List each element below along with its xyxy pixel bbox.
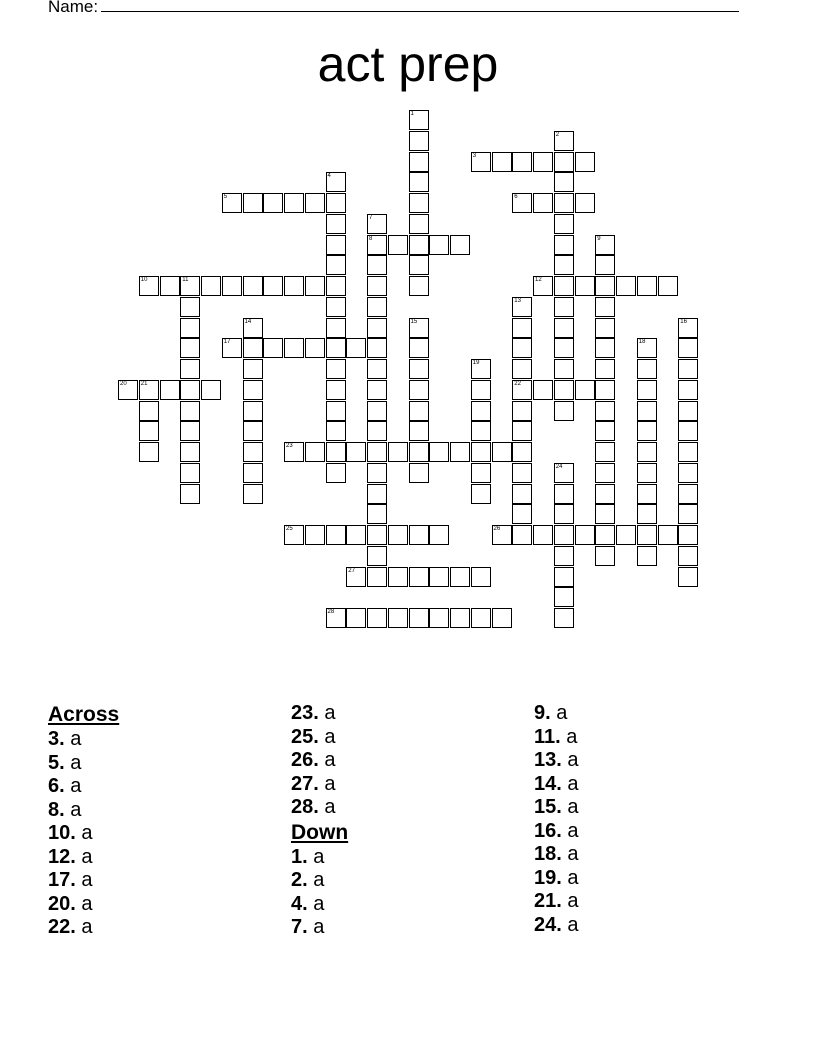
grid-cell[interactable] <box>678 380 698 400</box>
grid-cell[interactable] <box>409 567 429 587</box>
grid-cell[interactable] <box>326 338 346 358</box>
clue-down-18: 18. a <box>534 843 579 865</box>
grid-cell[interactable] <box>492 152 512 172</box>
cell-number: 28 <box>327 609 335 615</box>
grid-cell[interactable] <box>554 152 574 172</box>
grid-cell[interactable] <box>637 504 657 524</box>
grid-cell[interactable] <box>678 463 698 483</box>
grid-cell[interactable] <box>243 276 263 296</box>
grid-cell[interactable] <box>326 380 346 400</box>
grid-cell[interactable] <box>346 567 366 587</box>
grid-cell[interactable] <box>409 442 429 462</box>
grid-cell[interactable] <box>139 380 159 400</box>
across-header: Across <box>48 703 120 726</box>
cell-number: 24 <box>555 463 563 470</box>
grid-cell[interactable] <box>595 380 615 400</box>
grid-cell[interactable] <box>512 442 532 462</box>
grid-cell[interactable] <box>616 525 636 545</box>
grid-cell[interactable] <box>180 338 200 358</box>
grid-cell[interactable] <box>554 297 574 317</box>
grid-cell[interactable] <box>554 193 574 213</box>
grid-cell[interactable] <box>409 131 429 151</box>
grid-cell[interactable] <box>554 504 574 524</box>
cell-number: 1 <box>410 111 414 117</box>
grid-cell[interactable] <box>160 276 180 296</box>
grid-cell[interactable] <box>284 193 304 213</box>
grid-cell[interactable] <box>678 484 698 504</box>
cell-number: 2 <box>555 131 560 138</box>
grid-cell[interactable] <box>409 276 429 296</box>
grid-cell[interactable] <box>201 276 221 296</box>
cell-number: 23 <box>286 443 293 449</box>
grid-cell[interactable] <box>367 463 387 483</box>
grid-cell[interactable] <box>492 608 512 628</box>
grid-cell[interactable] <box>243 338 263 358</box>
grid-cell[interactable] <box>326 214 346 234</box>
grid-cell[interactable] <box>450 567 470 587</box>
grid-cell[interactable] <box>554 318 574 338</box>
grid-cell[interactable] <box>284 276 304 296</box>
grid-cell[interactable] <box>512 338 532 358</box>
grid-cell[interactable] <box>678 318 698 338</box>
grid-cell[interactable] <box>367 214 387 234</box>
grid-cell[interactable] <box>575 193 595 213</box>
cell-number: 14 <box>244 318 252 325</box>
grid-cell[interactable] <box>263 276 283 296</box>
grid-cell[interactable] <box>512 421 532 441</box>
grid-cell[interactable] <box>595 463 615 483</box>
grid-cell[interactable] <box>512 463 532 483</box>
cell-number: 26 <box>493 526 501 532</box>
clue-down-15: 15. a <box>534 796 579 818</box>
grid-cell[interactable] <box>243 463 263 483</box>
grid-cell[interactable] <box>326 421 346 441</box>
grid-cell[interactable] <box>595 401 615 421</box>
grid-cell[interactable] <box>616 276 636 296</box>
cell-number: 3 <box>472 152 477 159</box>
grid-cell[interactable] <box>595 484 615 504</box>
grid-cell[interactable] <box>512 380 532 400</box>
grid-cell[interactable] <box>346 442 366 462</box>
grid-cell[interactable] <box>533 380 553 400</box>
clue-down-7: 7. a <box>291 916 325 938</box>
grid-cell[interactable] <box>450 442 470 462</box>
grid-cell[interactable] <box>346 525 366 545</box>
grid-cell[interactable] <box>533 152 553 172</box>
grid-cell[interactable] <box>243 421 263 441</box>
grid-cell[interactable] <box>554 214 574 234</box>
grid-cell[interactable] <box>263 193 283 213</box>
clue-across-8: 8. a <box>48 798 82 821</box>
grid-cell[interactable] <box>367 297 387 317</box>
grid-cell[interactable] <box>637 484 657 504</box>
grid-cell[interactable] <box>554 401 574 421</box>
grid-cell[interactable] <box>180 442 200 462</box>
grid-cell[interactable] <box>180 380 200 400</box>
grid-cell[interactable] <box>471 401 491 421</box>
grid-cell[interactable] <box>367 421 387 441</box>
grid-cell[interactable] <box>388 442 408 462</box>
grid-cell[interactable] <box>554 546 574 566</box>
grid-cell[interactable] <box>367 567 387 587</box>
grid-cell[interactable] <box>637 463 657 483</box>
grid-cell[interactable] <box>512 525 532 545</box>
grid-cell[interactable] <box>180 276 200 296</box>
grid-cell[interactable] <box>512 152 532 172</box>
grid-cell[interactable] <box>388 525 408 545</box>
grid-cell[interactable] <box>533 276 553 296</box>
grid-cell[interactable] <box>367 380 387 400</box>
grid-cell[interactable] <box>595 442 615 462</box>
cell-number: 8 <box>369 235 373 242</box>
grid-cell[interactable] <box>118 380 138 400</box>
clue-across-28: 28. a <box>291 796 336 818</box>
grid-cell[interactable] <box>326 193 346 213</box>
grid-cell[interactable] <box>326 172 346 192</box>
cell-number: 19 <box>472 360 480 366</box>
grid-cell[interactable] <box>409 318 429 338</box>
grid-cell[interactable] <box>409 255 429 275</box>
grid-cell[interactable] <box>595 338 615 358</box>
clue-across-26: 26. a <box>291 749 336 771</box>
grid-cell[interactable] <box>554 525 574 545</box>
grid-cell[interactable] <box>512 484 532 504</box>
name-label: Name: <box>48 0 99 16</box>
clue-down-21: 21. a <box>534 890 579 912</box>
grid-cell[interactable] <box>180 401 200 421</box>
grid-cell[interactable] <box>678 421 698 441</box>
grid-cell[interactable] <box>326 463 346 483</box>
grid-cell[interactable] <box>326 318 346 338</box>
grid-cell[interactable] <box>367 401 387 421</box>
grid-cell[interactable] <box>139 276 159 296</box>
grid-cell[interactable] <box>533 193 553 213</box>
grid-cell[interactable] <box>595 255 615 275</box>
grid-cell[interactable] <box>346 608 366 628</box>
grid-cell[interactable] <box>160 380 180 400</box>
clue-down-11: 11. a <box>534 725 578 748</box>
grid-cell[interactable] <box>575 276 595 296</box>
grid-cell[interactable] <box>658 525 678 545</box>
grid-cell[interactable] <box>326 401 346 421</box>
grid-cell[interactable] <box>284 338 304 358</box>
clue-down-13: 13. a <box>534 749 579 771</box>
cell-number: 25 <box>286 526 293 532</box>
grid-cell[interactable] <box>450 608 470 628</box>
grid-cell[interactable] <box>471 421 491 441</box>
grid-cell[interactable] <box>429 235 449 255</box>
clue-down-19: 19. a <box>534 866 579 889</box>
grid-cell[interactable] <box>409 235 429 255</box>
grid-cell[interactable] <box>471 484 491 504</box>
grid-cell[interactable] <box>678 359 698 379</box>
grid-cell[interactable] <box>429 525 449 545</box>
grid-cell[interactable] <box>367 525 387 545</box>
grid-cell[interactable] <box>512 401 532 421</box>
grid-cell[interactable] <box>554 567 574 587</box>
grid-cell[interactable] <box>595 318 615 338</box>
grid-cell[interactable] <box>492 442 512 462</box>
grid-cell[interactable] <box>512 193 532 213</box>
grid-cell[interactable] <box>409 401 429 421</box>
cell-number: 27 <box>348 567 355 574</box>
clue-across-6: 6. a <box>48 775 82 797</box>
grid-cell[interactable] <box>595 235 615 255</box>
grid-cell[interactable] <box>388 567 408 587</box>
cell-number: 7 <box>369 214 373 221</box>
grid-cell[interactable] <box>222 193 242 213</box>
cell-number: 18 <box>638 339 646 346</box>
clue-down-2: 2. a <box>291 869 325 891</box>
grid-cell[interactable] <box>678 442 698 462</box>
grid-cell[interactable] <box>243 401 263 421</box>
puzzle-title: act prep <box>317 36 499 92</box>
clue-across-5: 5. a <box>48 751 82 774</box>
clue-down-1: 1. a <box>291 845 325 868</box>
grid-cell[interactable] <box>305 525 325 545</box>
grid-cell[interactable] <box>409 172 429 192</box>
grid-cell[interactable] <box>595 421 615 441</box>
grid-cell[interactable] <box>471 359 491 379</box>
grid-cell[interactable] <box>367 276 387 296</box>
clue-down-14: 14. a <box>534 772 579 795</box>
grid-cell[interactable] <box>554 276 574 296</box>
grid-cell[interactable] <box>409 463 429 483</box>
grid-cell[interactable] <box>471 380 491 400</box>
clue-across-27: 27. a <box>291 772 336 795</box>
grid-cell[interactable] <box>409 193 429 213</box>
grid-cell[interactable] <box>367 318 387 338</box>
grid-cell[interactable] <box>512 297 532 317</box>
clue-across-25: 25. a <box>291 725 336 748</box>
grid-cell[interactable] <box>512 318 532 338</box>
grid-cell[interactable] <box>471 442 491 462</box>
grid-cell[interactable] <box>367 546 387 566</box>
cell-number: 16 <box>680 318 687 325</box>
grid-cell[interactable] <box>367 255 387 275</box>
grid-cell[interactable] <box>409 608 429 628</box>
clues-column-1 <box>48 702 288 940</box>
clues-column-3 <box>534 702 774 937</box>
grid-cell[interactable] <box>284 442 304 462</box>
clue-across-20: 20. a <box>48 892 93 915</box>
grid-cell[interactable] <box>575 380 595 400</box>
clue-down-9: 9. a <box>534 702 568 724</box>
grid-cell[interactable] <box>471 567 491 587</box>
clue-down-4: 4. a <box>291 892 325 915</box>
grid-cell[interactable] <box>243 484 263 504</box>
grid-cell[interactable] <box>388 608 408 628</box>
grid-cell[interactable] <box>180 463 200 483</box>
clue-across-10: 10. a <box>48 822 93 844</box>
grid-cell[interactable] <box>554 484 574 504</box>
grid-cell[interactable] <box>409 110 429 130</box>
grid-cell[interactable] <box>326 359 346 379</box>
grid-cell[interactable] <box>409 152 429 172</box>
grid-cell[interactable] <box>554 380 574 400</box>
grid-cell[interactable] <box>450 235 470 255</box>
grid-cell[interactable] <box>222 276 242 296</box>
grid-cell[interactable] <box>305 338 325 358</box>
grid-cell[interactable] <box>429 567 449 587</box>
grid-cell[interactable] <box>554 235 574 255</box>
grid-cell[interactable] <box>409 525 429 545</box>
grid-cell[interactable] <box>388 235 408 255</box>
clue-down-16: 16. a <box>534 819 579 842</box>
grid-cell[interactable] <box>367 504 387 524</box>
clue-down-24: 24. a <box>534 913 579 936</box>
grid-cell[interactable] <box>284 525 304 545</box>
grid-cell[interactable] <box>554 338 574 358</box>
grid-cell[interactable] <box>637 442 657 462</box>
grid-cell[interactable] <box>637 276 657 296</box>
grid-cell[interactable] <box>367 484 387 504</box>
cell-number: 10 <box>140 277 148 283</box>
grid-cell[interactable] <box>326 442 346 462</box>
grid-cell[interactable] <box>575 525 595 545</box>
grid-cell[interactable] <box>326 255 346 275</box>
grid-cell[interactable] <box>180 297 200 317</box>
grid-cell[interactable] <box>367 235 387 255</box>
grid-cell[interactable] <box>678 504 698 524</box>
grid-cell[interactable] <box>367 359 387 379</box>
grid-cell[interactable] <box>222 338 242 358</box>
cell-number: 21 <box>140 380 148 387</box>
cell-number: 17 <box>223 339 231 346</box>
cell-number: 22 <box>514 380 521 387</box>
grid-cell[interactable] <box>595 546 615 566</box>
grid-cell[interactable] <box>595 504 615 524</box>
clue-across-23: 23. a <box>291 702 336 724</box>
grid-cell[interactable] <box>139 401 159 421</box>
grid-cell[interactable] <box>305 442 325 462</box>
grid-cell[interactable] <box>554 172 574 192</box>
grid-cell[interactable] <box>409 421 429 441</box>
grid-cell[interactable] <box>554 359 574 379</box>
grid-cell[interactable] <box>637 359 657 379</box>
clue-across-22: 22. a <box>48 916 93 938</box>
grid-cell[interactable] <box>367 608 387 628</box>
grid-cell[interactable] <box>346 338 366 358</box>
grid-cell[interactable] <box>595 297 615 317</box>
grid-cell[interactable] <box>180 359 200 379</box>
grid-cell[interactable] <box>243 359 263 379</box>
grid-cell[interactable] <box>409 380 429 400</box>
grid-cell[interactable] <box>637 338 657 358</box>
grid-cell[interactable] <box>678 525 698 545</box>
grid-cell[interactable] <box>637 380 657 400</box>
grid-cell[interactable] <box>139 442 159 462</box>
grid-cell[interactable] <box>678 401 698 421</box>
grid-cell[interactable] <box>429 608 449 628</box>
grid-cell[interactable] <box>243 193 263 213</box>
grid-cell[interactable] <box>595 276 615 296</box>
grid-cell[interactable] <box>554 255 574 275</box>
grid-cell[interactable] <box>554 131 574 151</box>
grid-cell[interactable] <box>512 359 532 379</box>
grid-cell[interactable] <box>637 525 657 545</box>
grid-cell[interactable] <box>678 567 698 587</box>
grid-cell[interactable] <box>326 276 346 296</box>
grid-cell[interactable] <box>471 463 491 483</box>
cell-number: 11 <box>182 277 189 283</box>
grid-cell[interactable] <box>658 276 678 296</box>
grid-cell[interactable] <box>575 152 595 172</box>
grid-cell[interactable] <box>326 525 346 545</box>
grid-cell[interactable] <box>243 442 263 462</box>
grid-cell[interactable] <box>554 608 574 628</box>
grid-cell[interactable] <box>263 338 283 358</box>
grid-cell[interactable] <box>243 318 263 338</box>
grid-cell[interactable] <box>678 546 698 566</box>
grid-cell[interactable] <box>139 421 159 441</box>
grid-cell[interactable] <box>180 421 200 441</box>
grid-cell[interactable] <box>492 525 512 545</box>
grid-cell[interactable] <box>180 484 200 504</box>
grid-cell[interactable] <box>326 608 346 628</box>
down-header: Down <box>291 820 349 844</box>
grid-cell[interactable] <box>471 152 491 172</box>
grid-cell[interactable] <box>554 463 574 483</box>
clue-across-17: 17. a <box>48 869 93 891</box>
grid-cell[interactable] <box>533 525 553 545</box>
grid-cell[interactable] <box>409 359 429 379</box>
grid-cell[interactable] <box>637 401 657 421</box>
grid-cell[interactable] <box>201 380 221 400</box>
cell-number: 12 <box>535 277 542 283</box>
clue-across-12: 12. a <box>48 845 93 868</box>
cell-number: 5 <box>223 194 228 200</box>
grid-cell[interactable] <box>471 608 491 628</box>
grid-cell[interactable] <box>637 546 657 566</box>
grid-cell[interactable] <box>305 193 325 213</box>
clue-across-3: 3. a <box>48 728 82 750</box>
cell-number: 15 <box>410 318 418 325</box>
cell-number: 20 <box>120 380 127 387</box>
grid-cell[interactable] <box>595 525 615 545</box>
grid-cell[interactable] <box>637 421 657 441</box>
grid-cell[interactable] <box>409 214 429 234</box>
grid-cell[interactable] <box>409 338 429 358</box>
grid-cell[interactable] <box>305 276 325 296</box>
grid-cell[interactable] <box>367 338 387 358</box>
cell-number: 4 <box>327 173 331 180</box>
grid-cell[interactable] <box>243 380 263 400</box>
cell-number: 9 <box>597 235 601 242</box>
cell-number: 6 <box>514 194 518 200</box>
grid-cell[interactable] <box>595 359 615 379</box>
grid-cell[interactable] <box>512 504 532 524</box>
clues-column-2 <box>291 702 531 940</box>
grid-cell[interactable] <box>367 442 387 462</box>
grid-cell[interactable] <box>180 318 200 338</box>
grid-cell[interactable] <box>326 235 346 255</box>
grid-cell[interactable] <box>326 297 346 317</box>
grid-cell[interactable] <box>678 338 698 358</box>
grid-cell[interactable] <box>429 442 449 462</box>
grid-cell[interactable] <box>554 587 574 607</box>
cell-number: 13 <box>514 297 521 304</box>
